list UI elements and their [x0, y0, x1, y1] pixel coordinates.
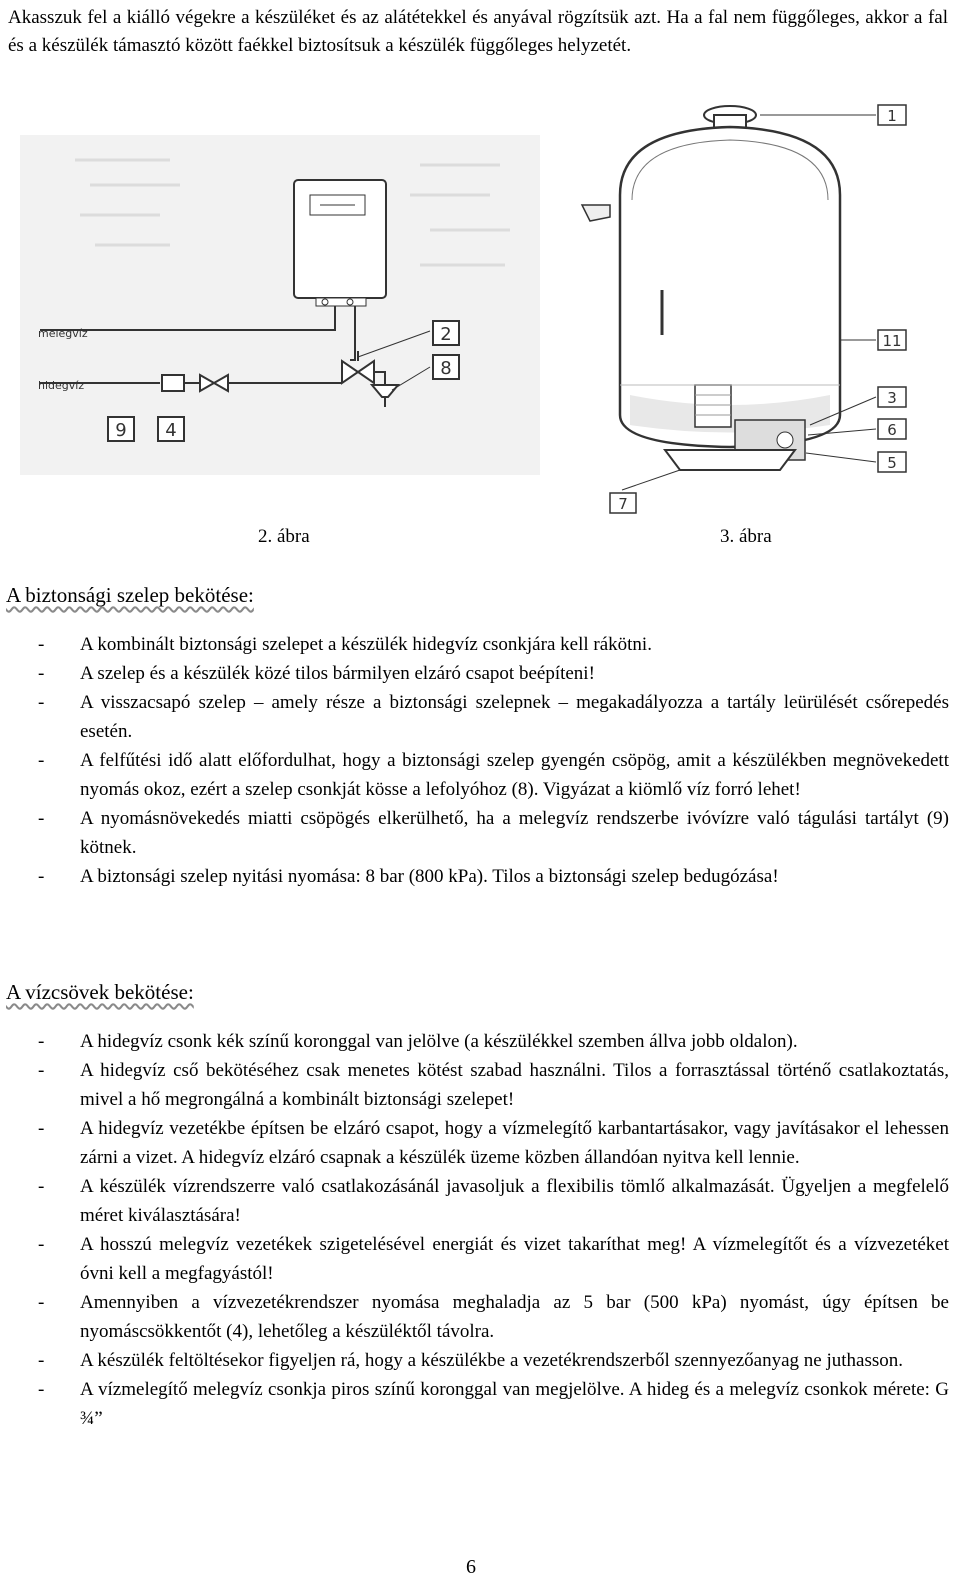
bullet-dash: - [38, 750, 45, 771]
bullet-dash: - [38, 692, 45, 713]
bullet-dash: - [38, 634, 45, 655]
list-item: - A vízmelegítő melegvíz csonkja piros színű koronggal van megjelölve. A hideg és a melegvíz csonkok mérete: G ¾” [0, 1375, 949, 1433]
bullet-dash: - [38, 1350, 45, 1371]
list-item: - A hidegvíz csonk kék színű koronggal van jelölve (a készülékkel szemben állva jobb oldalon). [0, 1027, 949, 1056]
list-item: - A készülék vízrendszerre való csatlakozásánál javasoljuk a flexibilis tömlő alkalmazását. Ügyeljen a megfelelő méret kiválasztására! [0, 1172, 949, 1230]
list-item: - Amennyiben a vízvezetékrendszer nyomása meghaladja az 5 bar (500 kPa) nyomást, úgy építsen be nyomáscsökkentőt (4), lehetőleg a készüléktől távolra. [0, 1288, 949, 1346]
list-item: - A felfűtési idő alatt előfordulhat, hogy a biztonsági szelep gyengén csöpög, amit a készülékben megnövekedett nyomás okoz, ezért a szelep csonkját kösse a lefolyóhoz (8). Vigyázat a kiömlő víz forró lehet! [0, 746, 949, 804]
figure-3-caption: 3. ábra [720, 526, 772, 547]
intro-paragraph: Akasszuk fel a kiálló végekre a készüléket és az alátétekkel és anyával rögzítsük azt. Ha a fal nem függőleges, akkor a fal és a készülék támasztó között faékkel biztosítsuk a készülék függőleges helyzetét. [8, 7, 948, 56]
callout-7: 7 [618, 495, 628, 513]
callout-4: 4 [165, 420, 177, 441]
section-heading-safety-valve: A biztonsági szelep bekötése: [6, 583, 254, 607]
callout-8: 8 [440, 358, 452, 379]
list-item: - A szelep és a készülék közé tilos bármilyen elzáró csapot beépíteni! [0, 659, 949, 688]
figure-3-heater-drawing [570, 85, 945, 520]
callout-6: 6 [887, 421, 897, 439]
figure-2-caption: 2. ábra [258, 526, 310, 547]
water-pipes-list [0, 1027, 960, 1433]
bullet-dash: - [38, 866, 45, 887]
callout-1: 1 [887, 107, 897, 125]
bullet-dash: - [38, 1060, 45, 1081]
bullet-dash: - [38, 1118, 45, 1139]
hot-water-label: melegvíz [38, 327, 88, 340]
list-item: - A biztonsági szelep nyitási nyomása: 8 bar (800 kPa). Tilos a biztonsági szelep bedugózása! [0, 862, 949, 891]
list-item: - A hidegvíz cső bekötéséhez csak menetes kötést szabad használni. Tilos a forrasztással történő csatlakoztatás, mivel a hő megrongálná a kombinált biztonsági szelepet! [0, 1056, 949, 1114]
bullet-dash: - [38, 808, 45, 829]
list-item: - A készülék feltöltésekor figyeljen rá, hogy a készülékbe a vezetékrendszerből szennyezőanyag ne juthasson. [0, 1346, 949, 1375]
figure-2-schematic [20, 135, 540, 475]
cold-water-label: hidegvíz [38, 379, 85, 392]
callout-5: 5 [887, 454, 897, 472]
safety-valve-list [0, 630, 960, 891]
callout-3: 3 [887, 389, 897, 407]
callout-11: 11 [882, 332, 902, 350]
bullet-dash: - [38, 1031, 45, 1052]
bullet-dash: - [38, 1234, 45, 1255]
list-item: - A nyomásnövekedés miatti csöpögés elkerülhető, ha a melegvíz rendszerbe ivóvízre való tágulási tartályt (9) kötnek. [0, 804, 949, 862]
page-number: 6 [466, 1556, 476, 1578]
list-item: - A visszacsapó szelep – amely része a biztonsági szelepnek – megakadályozza a tartály leürülését csőrepedés esetén. [0, 688, 949, 746]
list-item: - A kombinált biztonsági szelepet a készülék hidegvíz csonkjára kell rákötni. [0, 630, 949, 659]
bullet-dash: - [38, 663, 45, 684]
bullet-dash: - [38, 1176, 45, 1197]
callout-9: 9 [115, 420, 127, 441]
bullet-dash: - [38, 1379, 45, 1400]
callout-2: 2 [440, 324, 452, 345]
bullet-dash: - [38, 1292, 45, 1313]
list-item: - A hidegvíz vezetékbe építsen be elzáró csapot, hogy a vízmelegítő karbantartásakor, vagy javításakor el lehessen zárni a vizet. A hidegvíz elzáró csapnak a készülék üzeme közben állandóan nyitva kell lennie. [0, 1114, 949, 1172]
section-heading-water-pipes: A vízcsövek bekötése: [6, 980, 194, 1004]
list-item: - A hosszú melegvíz vezetékek szigetelésével energiát és vizet takaríthat meg! A vízmelegítőt és a vízvezetéket óvni kell a megfagyástól! [0, 1230, 949, 1288]
